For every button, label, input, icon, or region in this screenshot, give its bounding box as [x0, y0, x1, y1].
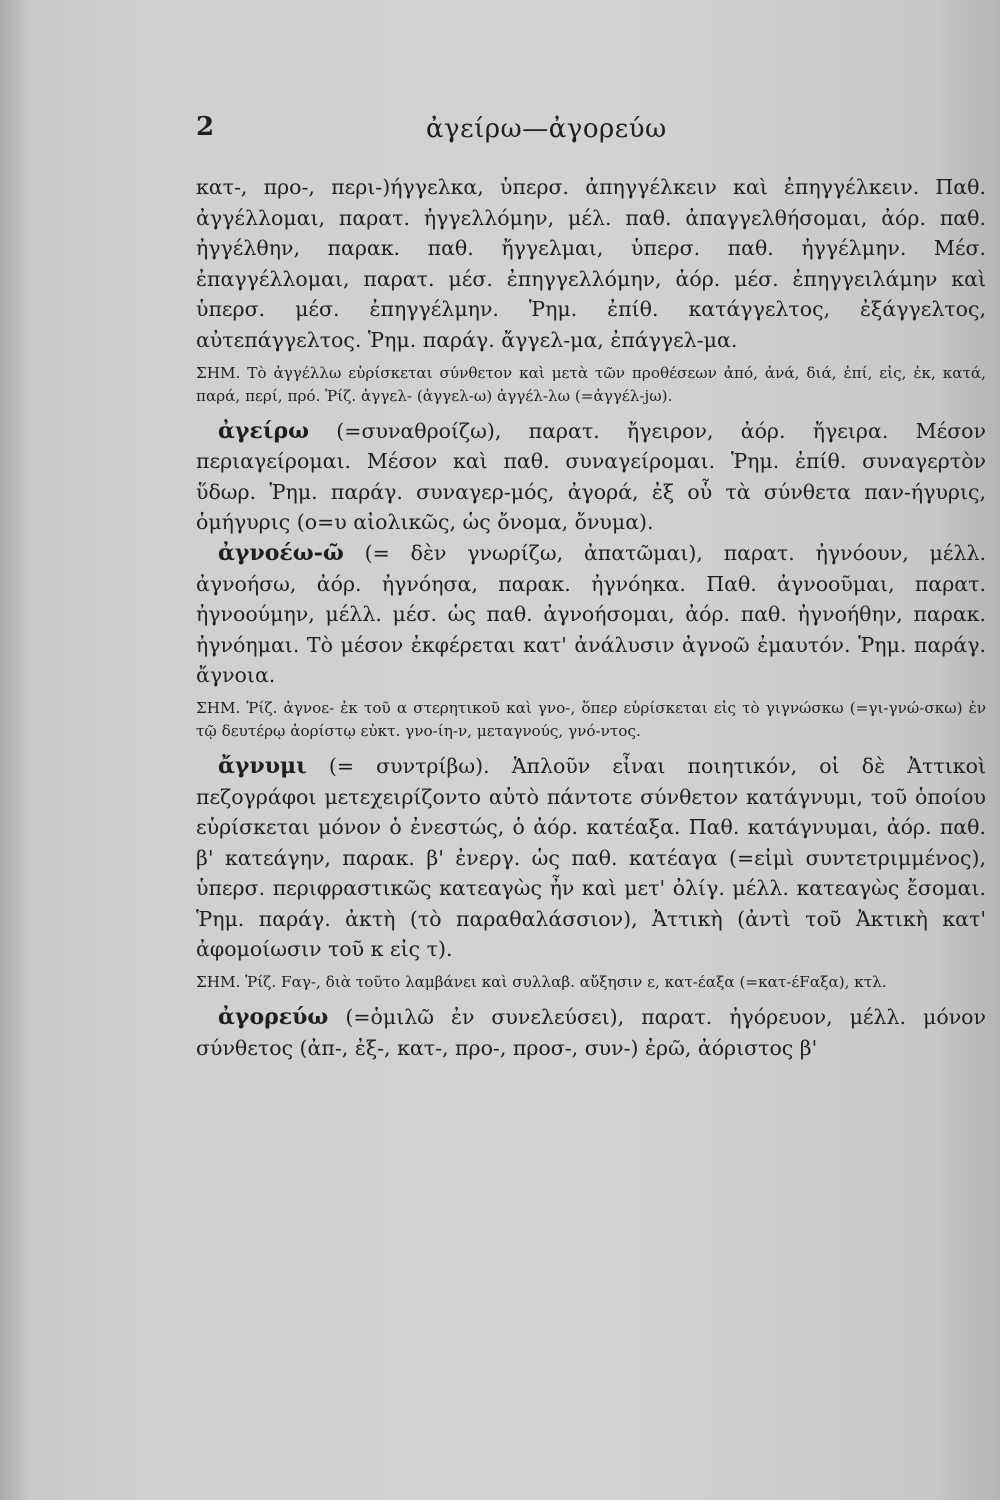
page-number: 2: [196, 112, 215, 142]
dictionary-entry: [196, 1002, 986, 1063]
dictionary-entry: [196, 751, 986, 965]
note-text: ΣΗΜ. Ῥίζ. ἀγνοε- ἐκ τοῦ α στερητικοῦ καὶ γνο-, ὅπερ εὑρίσκεται εἰς τὸ γιγνώσκω (=γι-γνώ-σκω) ἐν τῷ δευτέρῳ ἀορίστῳ εὐκτ. γνο-ίη-ν, μεταγνούς, γνό-ντος.: [196, 698, 986, 740]
entry-text: (=ὁμιλῶ ἐν συνελεύσει), παρατ. ἠγόρευον, μέλλ. μόνον σύνθετος (ἀπ-, ἐξ-, κατ-, προ-, προσ-, συν-) ἐρῶ, ἀόριστος β': [196, 1005, 986, 1060]
running-head: ἀγείρω—ἀγορεύω: [426, 114, 667, 144]
grammar-note: [196, 362, 986, 408]
entry-text: (= συντρίβω). Ἁπλοῦν εἶναι ποιητικόν, οἱ δὲ Ἀττικοὶ πεζογράφοι μετεχειρίζοντο αὐτὸ πάντοτε σύνθετον κατάγνυμι, τοῦ ὁποίου εὑρίσκεται μόνον ὁ ἐνεστώς, ὁ ἀόρ. κατέαξα. Παθ. κατάγνυμαι, ἀόρ. παθ. β' κατεάγην, παρακ. β' ἐνεργ. ὡς παθ. κατέαγα (=εἰμὶ συντετριμμένος), ὑπερσ. περιφραστικῶς κατεαγὼς ἦν καὶ μετ' ὀλίγ. μέλλ. κατεαγὼς ἔσομαι. Ῥημ. παράγ. ἀκτὴ (τὸ παραθαλάσσιον), Ἀττικὴ (ἀντὶ τοῦ Ἀκτικὴ κατ' ἀφομοίωσιν τοῦ κ εἰς τ).: [196, 753, 986, 962]
entry-text: κατ-, προ-, περι-)ήγγελκα, ὑπερσ. ἀπηγγέλκειν καὶ ἐπηγγέλκειν. Παθ. ἀγγέλλομαι, παρατ. ἠγγελλόμην, μέλ. παθ. ἀπαγγελθήσομαι, ἀόρ. παθ. ἠγγέλθην, παρακ. παθ. ἤγγελμαι, ὑπερσ. παθ. ἠγγέλμην. Μέσ. ἐπαγγέλλομαι, παρατ. μέσ. ἐπηγγελλόμην, ἀόρ. μέσ. ἐπηγγειλάμην καὶ ὑπερσ. μέσ. ἐπηγγέλμην. Ῥημ. ἐπίθ. κατάγγελτος, ἐξάγγελτος, αὐτεπάγγελτος. Ῥημ. παράγ. ἄγγελ-μα, ἐπάγγελ-μα.: [196, 175, 986, 352]
entry-text: (=συναθροίζω), παρατ. ἤγειρον, ἀόρ. ἤγειρα. Μέσον περιαγείρομαι. Μέσον καὶ παθ. συναγείρομαι. Ῥημ. ἐπίθ. συναγερτὸν ὕδωρ. Ῥημ. παράγ. συναγερ-μός, ἀγορά, ἐξ οὗ τὰ σύνθετα παν-ήγυρις, ὁμήγυρις (ο=υ αἰολικῶς, ὡς ὄνομα, ὄνυμα).: [196, 418, 986, 535]
note-text: ΣΗΜ. Τὸ ἀγγέλλω εὑρίσκεται σύνθετον καὶ μετὰ τῶν προθέσεων ἀπό, ἀνά, διά, ἐπί, εἰς, ἐκ, κατά, παρά, περί, πρό. Ῥίζ. ἀγγελ- (ἀγγελ-ω) ἀγγέλ-λω (=ἀγγέλ-jω).: [196, 363, 986, 405]
entry-headword: ἄγνυμι: [218, 752, 307, 779]
entry-text: (= δὲν γνωρίζω, ἀπατῶμαι), παρατ. ἠγνόουν, μέλλ. ἀγνοήσω, ἀόρ. ἠγνόησα, παρακ. ἠγνόηκα. Παθ. ἀγνοοῦμαι, παρατ. ἠγνοούμην, μέλλ. μέσ. ὡς παθ. ἀγνοήσομαι, ἀόρ. παθ. ἠγνοήθην, παρακ. ἠγνόημαι. Τὸ μέσον ἐκφέρεται κατ' ἀνάλυσιν ἀγνοῶ ἐμαυτόν. Ῥημ. παράγ. ἄγνοια.: [196, 540, 986, 688]
dictionary-entry: [196, 416, 986, 538]
entry-headword: ἀγορεύω: [218, 1004, 329, 1031]
dictionary-entry-continuation: [196, 172, 986, 356]
entry-headword: ἀγείρω: [218, 417, 310, 444]
grammar-note: [196, 971, 986, 994]
dictionary-body: [196, 172, 986, 1063]
entry-headword: ἀγνοέω-ῶ: [218, 539, 344, 566]
dictionary-entry: [196, 538, 986, 691]
grammar-note: [196, 697, 986, 743]
page-header: [196, 112, 936, 152]
note-text: ΣΗΜ. Ῥίζ. Fαγ-, διὰ τοῦτο λαμβάνει καὶ συλλαβ. αὔξησιν ε, κατ-έαξα (=κατ-έFαξα), κτλ.: [196, 973, 887, 992]
